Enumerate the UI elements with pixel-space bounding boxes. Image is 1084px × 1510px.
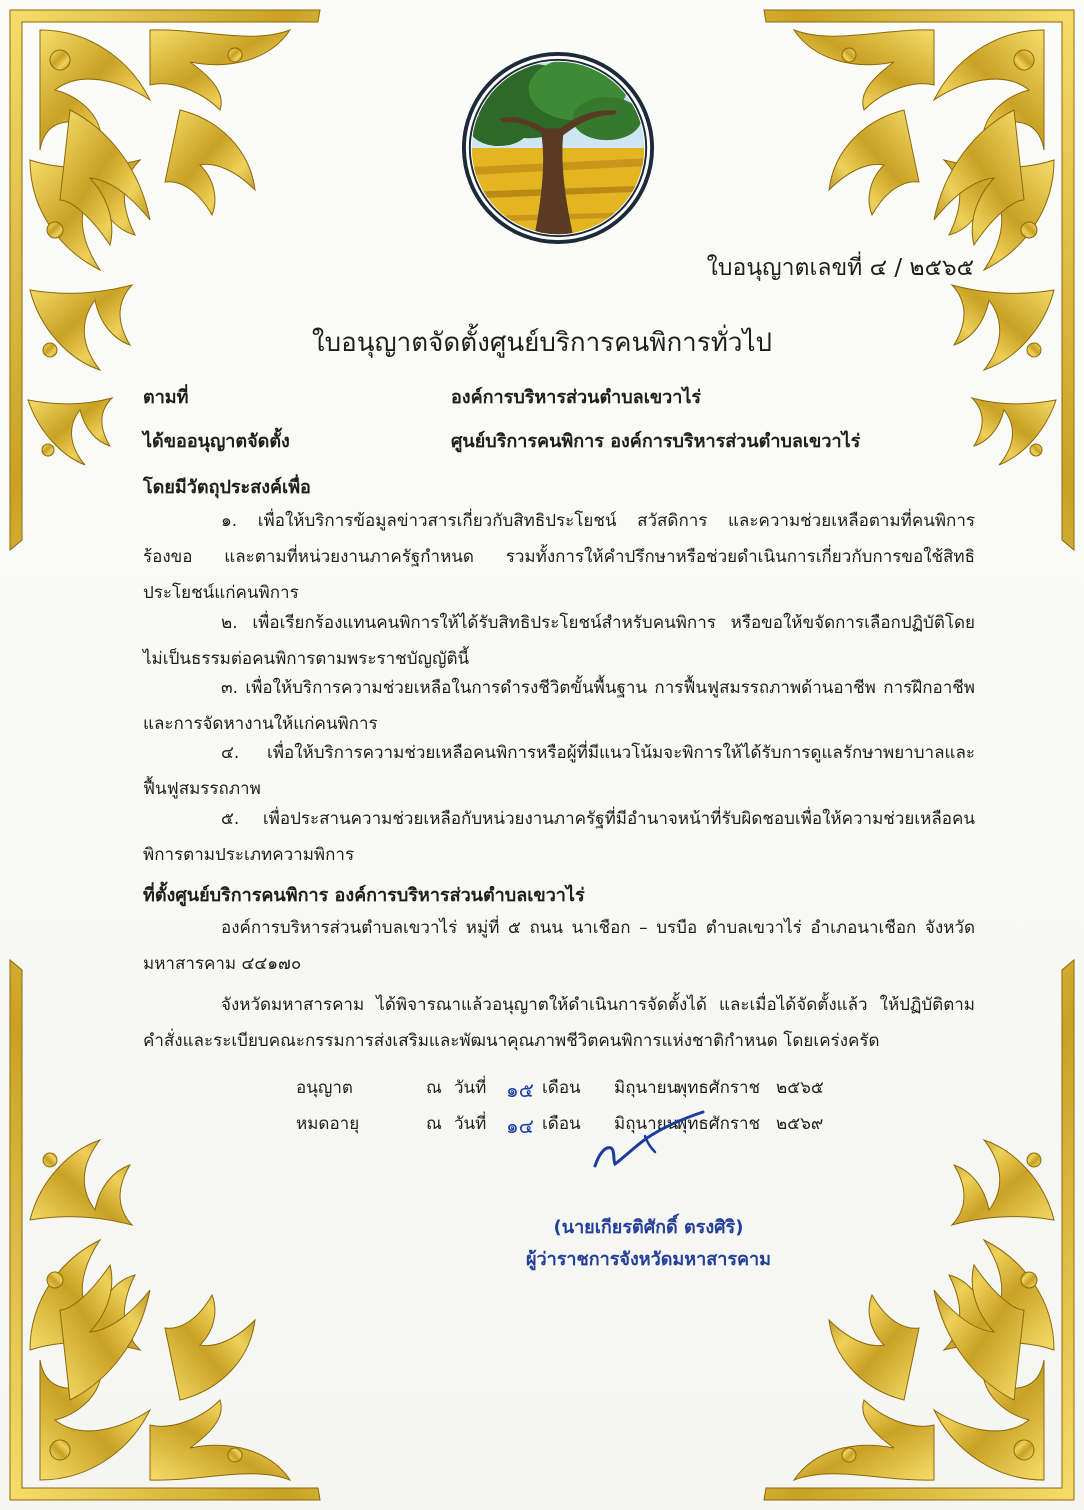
purpose-item-1: ๑. เพื่อให้บริการข้อมูลข่าวสารเกี่ยวกับสิทธิประโยชน์ สวัสดิการ และความช่วยเหลือตามที่คนพิการร้องขอ และตามที่หน่วยงานภาครัฐกำหนด รวมทั้งการให้คำปรึกษาหรือช่วยดำเนินการเกี่ยวกับการขอใช้สิทธิประโยชน์แก่คนพิการ — [143, 511, 975, 603]
expiry-label: หมดอายุ — [296, 1114, 360, 1134]
expiry-month: มิถุนายน — [614, 1114, 679, 1134]
month-word: เดือน — [542, 1114, 581, 1134]
purpose-item-3: ๓. เพื่อให้บริการความช่วยเหลือในการดำรงชีวิตขั้นพื้นฐาน การฟื้นฟูสมรรถภาพด้านอาชีพ การฝึกอาชีพ และการจัดหางานให้แก่คนพิการ — [143, 678, 975, 734]
era-word: พุทธศักราช — [676, 1078, 761, 1098]
issued-date-row — [296, 1074, 856, 1104]
purpose-item-4: ๔. เพื่อให้บริการความช่วยเหลือคนพิการหรือผู้ที่มีแนวโน้มจะพิการให้ได้รับการดูแลรักษาพยาบาลและฟื้นฟูสมรรถภาพ — [143, 743, 975, 799]
issued-year: ๒๕๖๕ — [776, 1078, 824, 1098]
at-word: ณ — [426, 1078, 442, 1098]
expiry-day: ๑๔ — [506, 1114, 534, 1138]
handwritten-signature — [585, 1108, 745, 1178]
expiry-year: ๒๕๖๙ — [776, 1114, 824, 1134]
location-heading: ที่ตั้งศูนย์บริการคนพิการ องค์การบริหารส่วนตำบลเขวาไร่ — [143, 885, 585, 906]
approval-text: จังหวัดมหาสารคาม ได้พิจารณาแล้วอนุญาตให้ดำเนินการจัดตั้งได้ และเมื่อได้จัดตั้งแล้ว ให้ปฏิบัติตามคำสั่งและระเบียบคณะกรรมการส่งเสริมและพัฒนาคุณภาพชีวิตคนพิการแห่งชาติกำหนด โดยเคร่งครัด — [143, 995, 975, 1051]
according-value: องค์การบริหารส่วนตำบลเขวาไร่ — [451, 387, 702, 408]
day-word: วันที่ — [454, 1114, 487, 1134]
request-value: ศูนย์บริการคนพิการ องค์การบริหารส่วนตำบลเขวาไร่ — [451, 431, 861, 452]
purpose-item-2: ๒. เพื่อเรียกร้องแทนคนพิการให้ได้รับสิทธิประโยชน์สำหรับคนพิการ หรือขอให้ขจัดการเลือกปฏิบัติโดยไม่เป็นธรรมต่อคนพิการตามพระราชบัญญัตินี้ — [143, 613, 975, 669]
issued-month: มิถุนายน — [614, 1078, 679, 1098]
era-word: พุทธศักราช — [676, 1114, 761, 1134]
request-label: ได้ขออนุญาตจัดตั้ง — [143, 431, 290, 452]
expiry-date-row — [296, 1110, 856, 1140]
month-word: เดือน — [542, 1078, 581, 1098]
provincial-seal-tree-emblem — [460, 50, 656, 246]
issued-label: อนุญาต — [296, 1078, 353, 1098]
according-label: ตามที่ — [143, 387, 189, 408]
at-word: ณ — [426, 1114, 442, 1134]
issued-day: ๑๕ — [506, 1078, 534, 1102]
signer-name: (นายเกียรติศักดิ์ ตรงศิริ) — [553, 1217, 744, 1238]
location-address: องค์การบริหารส่วนตำบลเขวาไร่ หมู่ที่ ๕ ถนน นาเชือก – บรบือ ตำบลเขวาไร่ อำเภอนาเชือก จังหวัดมหาสารคาม ๔๔๑๗๐ — [143, 918, 975, 974]
signer-position: ผู้ว่าราชการจังหวัดมหาสารคาม — [525, 1249, 772, 1270]
purpose-item-5: ๕. เพื่อประสานความช่วยเหลือกับหน่วยงานภาครัฐที่มีอำนาจหน้าที่รับผิดชอบเพื่อให้ความช่วยเหลือคนพิการตามประเภทความพิการ — [143, 809, 975, 865]
purpose-label: โดยมีวัตถุประสงค์เพื่อ — [143, 477, 311, 498]
document-title: ใบอนุญาตจัดตั้งศูนย์บริการคนพิการทั่วไป — [311, 328, 773, 358]
day-word: วันที่ — [454, 1078, 487, 1098]
permit-number: ใบอนุญาตเลขที่ ๔ / ๒๕๖๕ — [706, 255, 974, 281]
